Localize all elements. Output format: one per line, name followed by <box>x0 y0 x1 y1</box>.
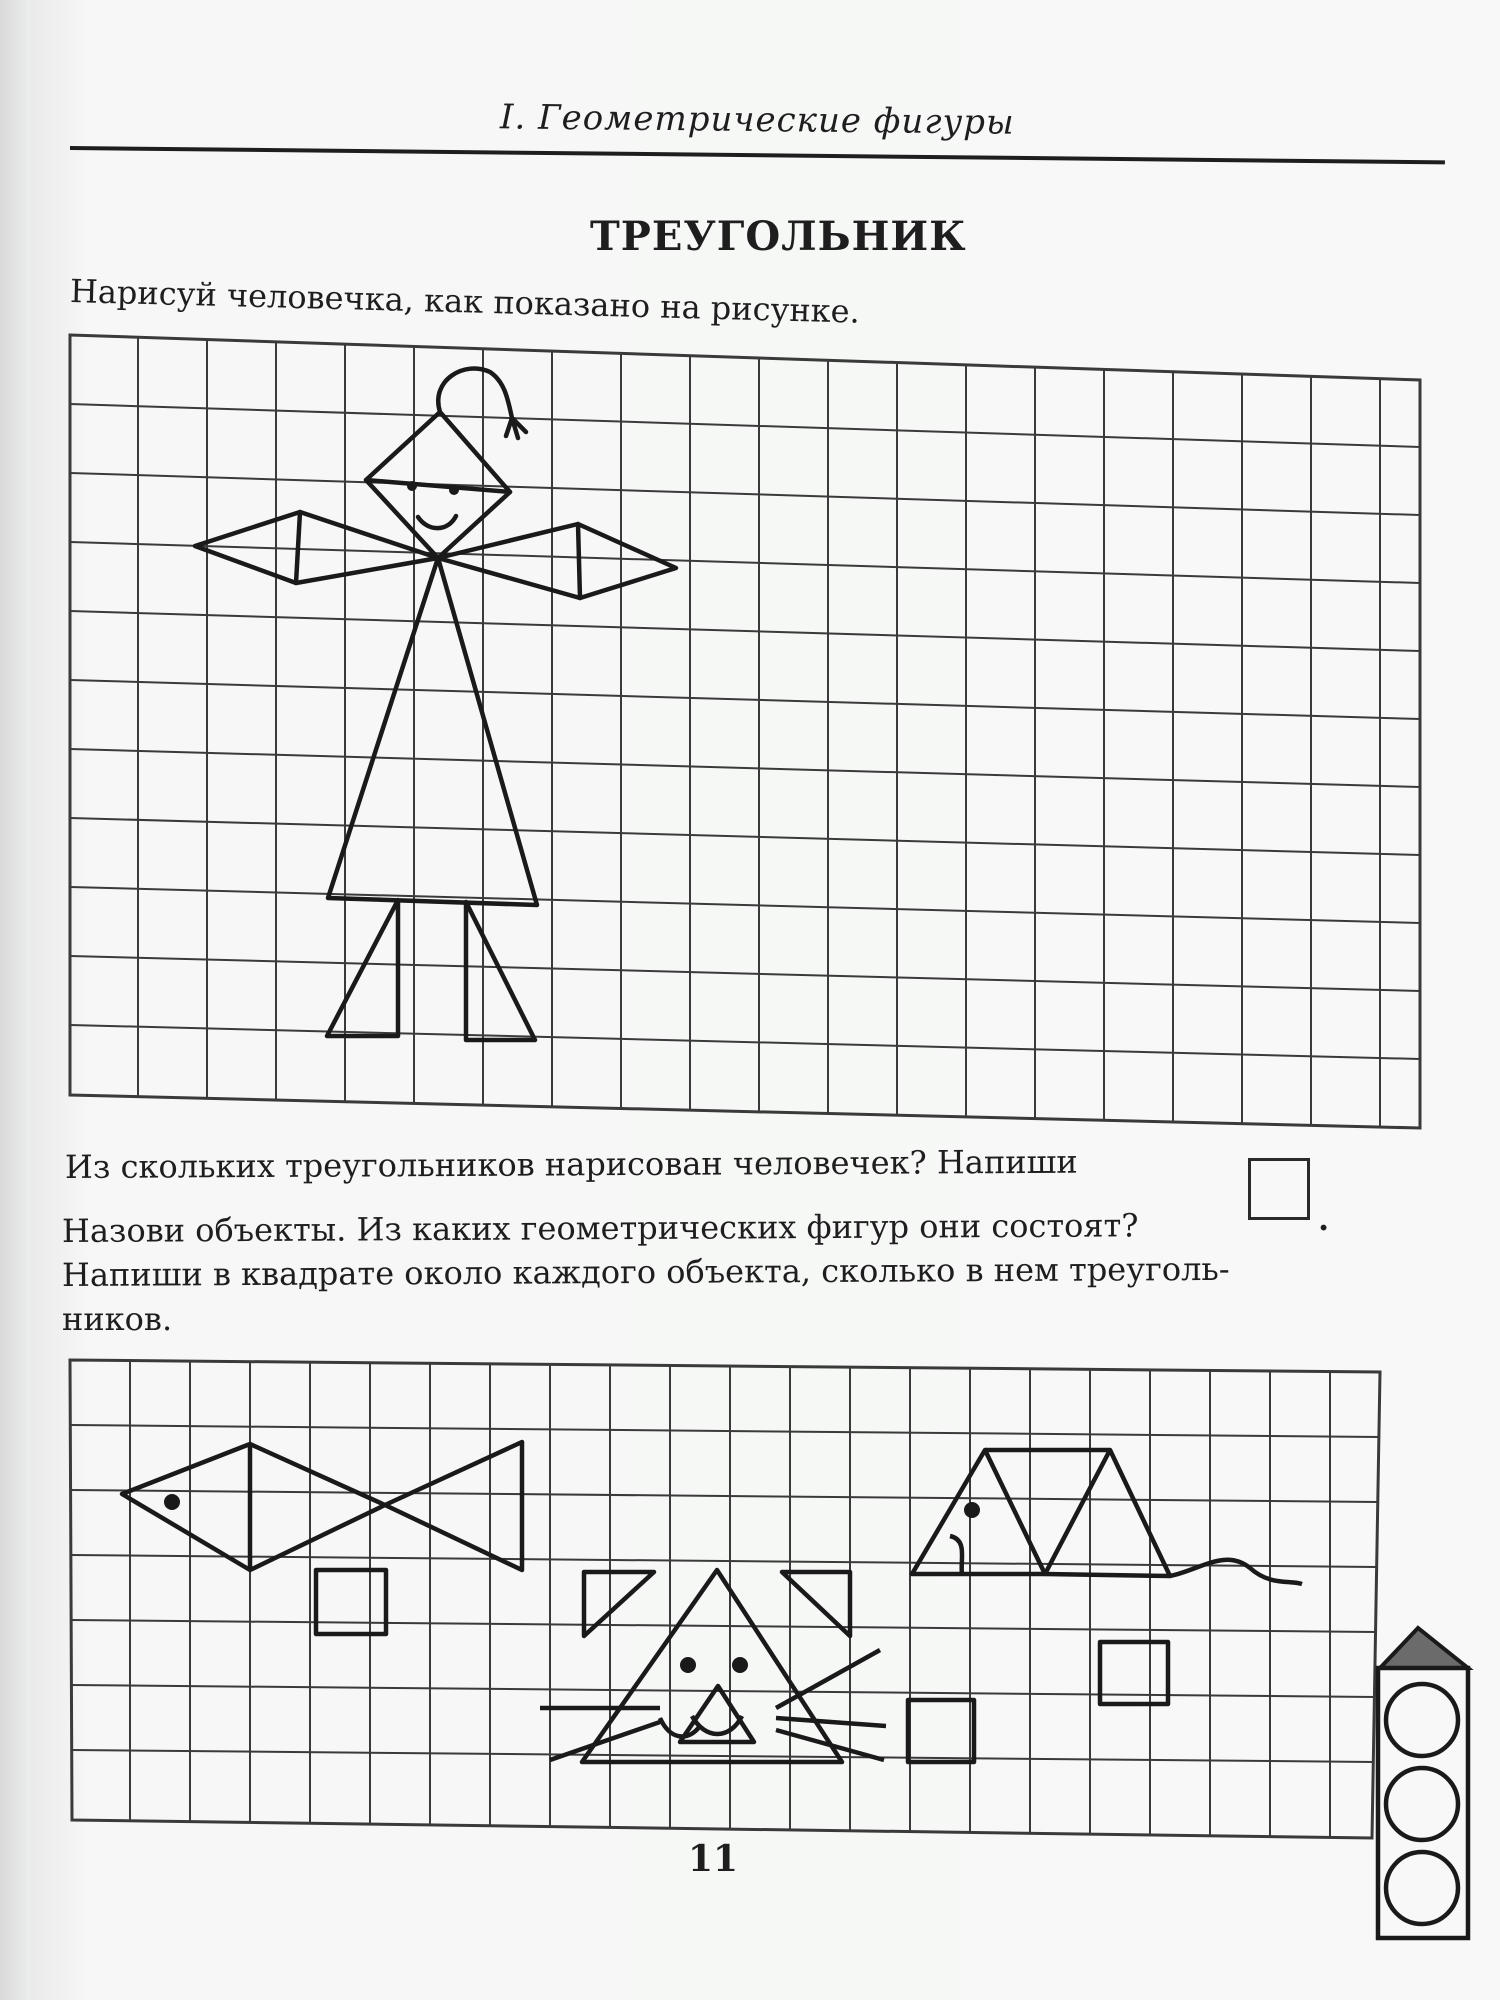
chapter-header: I. Геометрические фигуры <box>499 97 1015 143</box>
fish-icon <box>122 1442 522 1634</box>
question-text: Из скольких треугольников нарисован человечек? Напиши <box>64 1142 1078 1186</box>
task2-line2: Напиши в квадрате около каждого объекта, сколько в нем треуголь- <box>61 1249 1230 1294</box>
traffic-light-icon <box>1378 1628 1468 1938</box>
page-number: 11 <box>688 1838 739 1880</box>
task1-text: Нарисуй человечка, как показано на рисунке. <box>69 272 861 331</box>
question-end: . <box>1318 1200 1330 1238</box>
task2-line3: ников. <box>62 1300 173 1338</box>
cat-face-icon <box>540 1570 974 1762</box>
task2-line1: Назови объекты. Из каких геометрических фигур они состоят? <box>61 1206 1139 1250</box>
section-title: ТРЕУГОЛЬНИК <box>590 213 967 260</box>
